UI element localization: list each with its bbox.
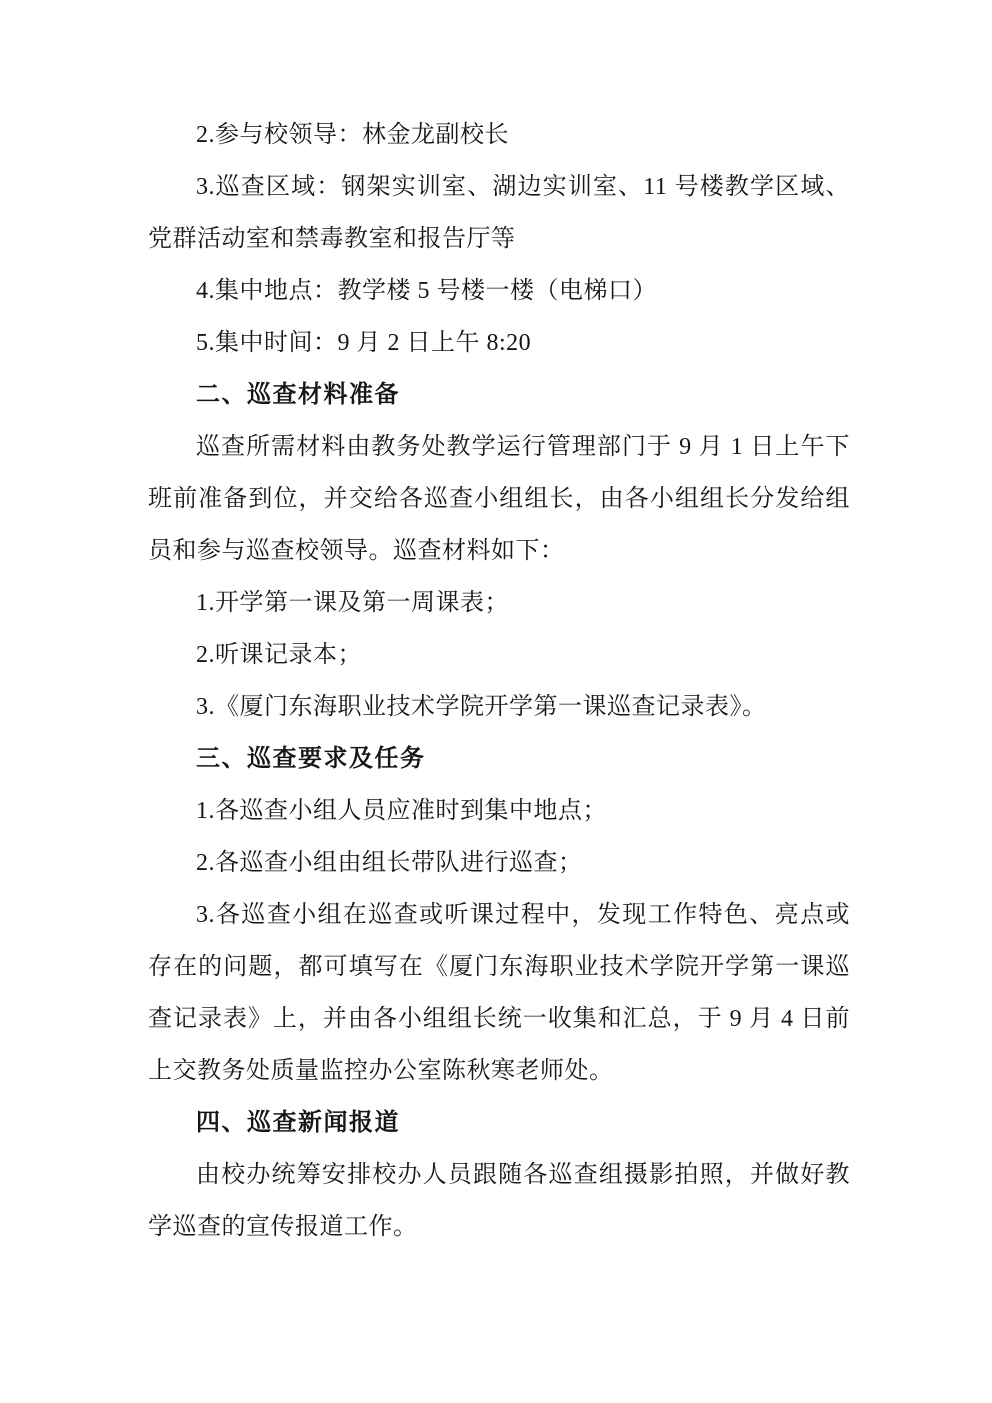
list-item-material-2: 2.听课记录本；	[196, 642, 362, 668]
list-item-material-3: 3.《厦门东海职业技术学院开学第一课巡查记录表》。	[196, 694, 767, 720]
section-heading-requirements: 三、巡查要求及任务	[196, 746, 426, 772]
list-item-requirement-3: 3.各巡查小组在巡查或听课过程中，发现工作特色、亮点或存在的问题，都可填写在《厦门东海职业技术学院开学第一课巡查记录表》上，并由各小组组长统一收集和汇总，于 9 月 4 日前上交教务处质量监控办公室陈秋寒老师处。	[148, 902, 850, 1084]
list-item-requirement-2: 2.各巡查小组由组长带队进行巡查；	[196, 850, 583, 876]
list-item-material-1: 1.开学第一课及第一周课表；	[196, 590, 509, 616]
paragraph-news-report: 由校办统筹安排校办人员跟随各巡查组摄影拍照，并做好教学巡查的宣传报道工作。	[148, 1162, 850, 1240]
list-item-meeting-place: 4.集中地点：教学楼 5 号楼一楼（电梯口）	[196, 278, 657, 304]
section-heading-news: 四、巡查新闻报道	[196, 1110, 400, 1136]
list-item-patrol-areas: 3.巡查区域：钢架实训室、湖边实训室、11 号楼教学区域、党群活动室和禁毒教室和报告厅等	[148, 174, 850, 252]
list-item-leaders: 2.参与校领导：林金龙副校长	[196, 122, 509, 148]
paragraph-materials-intro: 巡查所需材料由教务处教学运行管理部门于 9 月 1 日上午下班前准备到位，并交给各巡查小组组长，由各小组组长分发给组员和参与巡查校领导。巡查材料如下：	[148, 434, 850, 564]
list-item-requirement-1: 1.各巡查小组人员应准时到集中地点；	[196, 798, 607, 824]
list-item-meeting-time: 5.集中时间：9 月 2 日上午 8:20	[196, 330, 532, 356]
section-heading-materials: 二、巡查材料准备	[196, 382, 400, 408]
